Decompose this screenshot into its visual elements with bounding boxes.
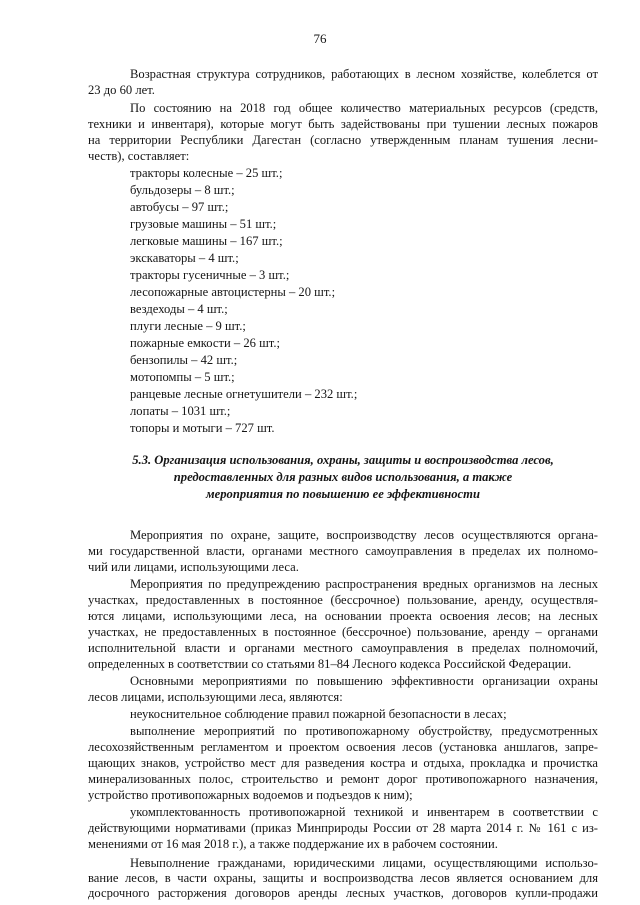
text-line: участках, не предоставленных в постоянное (бессрочное) пользование, аренду – органами [88,625,598,639]
list-item: легковые машины – 167 шт.; [130,234,283,248]
text-line: Невыполнение гражданами, юридическими лицами, осуществляющими использо- [130,856,598,870]
text-line: досрочного расторжения договоров аренды лесных участков, договоров купли-продажи [88,886,598,900]
text-line: на территории Республики Дагестан (согласно утвержденным планам тушения лесни- [88,133,598,147]
list-item: плуги лесные – 9 шт.; [130,319,246,333]
text-line: лесов лицами, использующими леса, являются: [88,690,343,704]
text-line: чий или лицами, использующими леса. [88,560,299,574]
text-line: менениями от 16 мая 2018 г.), а также поддержание их в рабочем состоянии. [88,837,498,851]
text-line: честв), составляет: [88,149,190,163]
list-item: бульдозеры – 8 шт.; [130,183,235,197]
text-line: определенных в соответствии со статьями 81–84 Лесного кодекса Российской Федерации. [88,657,572,671]
list-item: бензопилы – 42 шт.; [130,353,238,367]
list-item: мотопомпы – 5 шт.; [130,370,235,384]
section-heading: предоставленных для разных видов использования, а также [173,470,513,484]
list-item: экскаваторы – 4 шт.; [130,251,239,265]
section-heading: мероприятия по повышению ее эффективности [206,487,480,501]
list-item: лесопожарные автоцистерны – 20 шт.; [130,285,336,299]
list-item: тракторы колесные – 25 шт.; [130,166,283,180]
text-line: устройство противопожарных водоемов и подъездов к ним); [88,788,413,802]
text-line: выполнение мероприятий по противопожарному обустройству, предусмотренных [130,724,598,738]
text-line: Возрастная структура сотрудников, работающих в лесном хозяйстве, колеблется от [130,67,598,81]
text-line: минерализованных полос, строительство и ремонт дорог противопожарного назначения, [88,772,598,786]
text-line: участках, предоставленных в постоянное (бессрочное) пользование, аренду, осуществля- [88,593,598,607]
text-line: действующими нормативами (приказ Минприроды России от 28 марта 2014 г. № 161 с из- [88,821,598,835]
list-item: топоры и мотыги – 727 шт. [130,421,275,435]
text-line: ются лицами, использующими леса, на основании проекта освоения лесов; на лесных [88,609,598,623]
list-item: тракторы гусеничные – 3 шт.; [130,268,290,282]
list-item: ранцевые лесные огнетушители – 232 шт.; [130,387,358,401]
page-number: 76 [313,31,327,46]
list-item: грузовые машины – 51 шт.; [130,217,277,231]
text-line: Основными мероприятиями по повышению эффективности организации охраны [130,674,598,688]
text-line: ми государственной власти, органами местного самоуправления в пределах их полномо- [88,544,598,558]
text-line: 23 до 60 лет. [88,83,155,97]
list-item: автобусы – 97 шт.; [130,200,229,214]
list-item: пожарные емкости – 26 шт.; [130,336,280,350]
text-line: техники и инвентаря), которые могут быть задействованы при тушении лесных пожаров [88,117,598,131]
text-line: Мероприятия по охране, защите, воспроизводству лесов осуществляются органа- [130,528,598,542]
text-line: укомплектованность противопожарной техникой и инвентарем в соответствии с [130,805,598,819]
list-item: лопаты – 1031 шт.; [130,404,231,418]
text-line: исполнительной власти и органами местного самоуправления в пределах полномочий, [88,641,598,655]
text-line: щающих знаков, устройство мест для разведения костра и отдыха, прокладка и прочистка [88,756,598,770]
text-line: Мероприятия по предупреждению распространения вредных организмов на лесных [130,577,598,591]
text-line: вание лесов, в части охраны, защиты и воспроизводства лесов является основанием для [88,871,598,885]
text-line: лесохозяйственным регламентом и проектом освоения лесов (установка аншлагов, запре- [88,740,598,754]
list-item: вездеходы – 4 шт.; [130,302,228,316]
text-line: неукоснительное соблюдение правил пожарной безопасности в лесах; [130,707,507,721]
section-heading: 5.3. Организация использования, охраны, защиты и воспроизводства лесов, [132,453,554,467]
text-line: По состоянию на 2018 год общее количество материальных ресурсов (средств, [130,101,598,115]
